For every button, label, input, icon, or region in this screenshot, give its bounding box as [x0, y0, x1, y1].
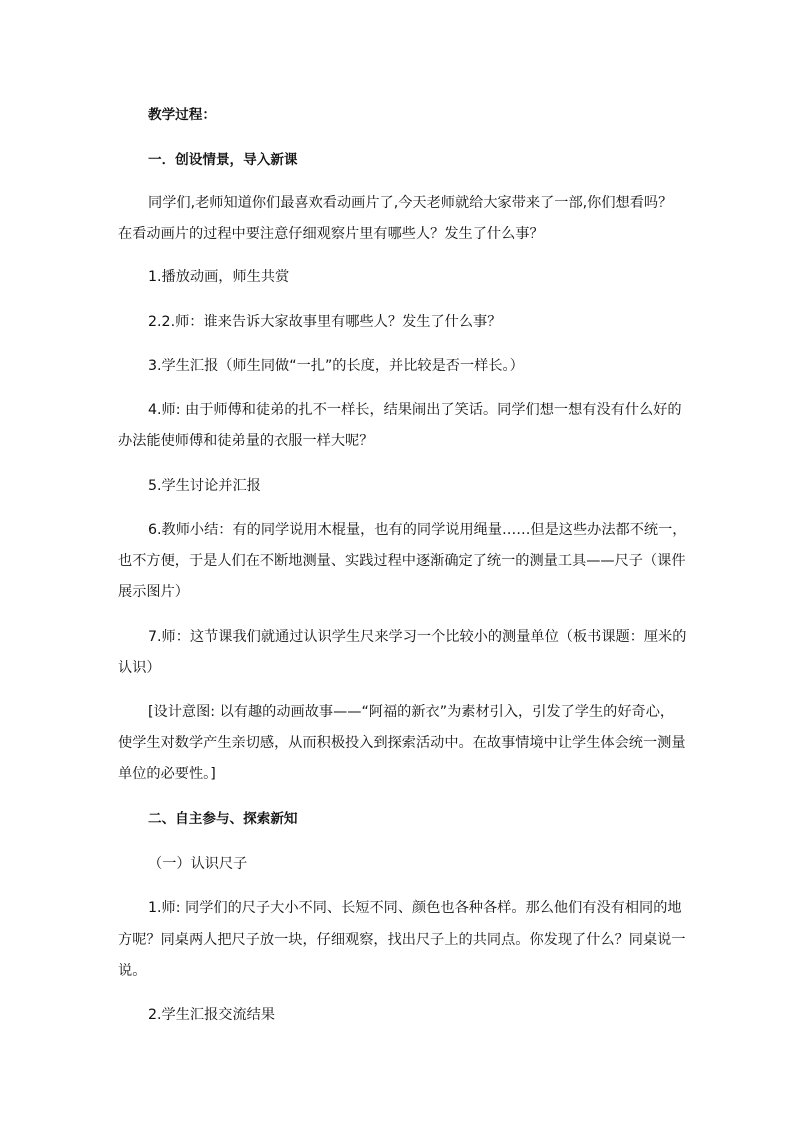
item-4-line-2: 办法能使师傅和徒弟量的衣服一样大呢？ [118, 433, 374, 449]
item-3: 3.学生汇报（师生同做“一扎”的长度，并比较是否一样长。） [148, 358, 524, 374]
section-2-item-1-line-2: 方呢？同桌两人把尺子放一块，仔细观察，找出尺子上的共同点。你发现了什么？同桌说一 [118, 932, 686, 948]
section-2-title: 二、自主参与、探索新知 [148, 811, 298, 827]
item-4-line-1: 4.师: 由于师傅和徒弟的扎不一样长，结果闹出了笑话。同学们想一想有没有什么好的 [148, 402, 682, 418]
section-2-item-1-line-3: 说。 [118, 963, 147, 979]
subsection-1-title: （一）认识尺子 [148, 856, 248, 872]
section-2-item-1-line-1: 1.师: 同学们的尺子大小不同、长短不同、颜色也各种各样。那么他们有没有相同的地 [148, 900, 682, 916]
design-intent-line-3: 单位的必要性。] [118, 766, 216, 782]
section-1-title: 一．创设情景，导入新课 [148, 152, 298, 168]
item-6-line-2: 也不方便，于是人们在不断地测量、实践过程中逐渐确定了统一的测量工具——尺子（课件 [118, 553, 686, 569]
intro-paragraph-line-1: 同学们,老师知道你们最喜欢看动画片了,今天老师就给大家带来了一部,你们想看吗？ [148, 195, 673, 211]
design-intent-line-2: 使学生对数学产生亲切感，从而积极投入到探索活动中。在故事情境中让学生体会统一测量 [118, 735, 686, 751]
item-7-line-2: 认识） [118, 660, 161, 676]
item-7-line-1: 7.师：这节课我们就通过认识学生尺来学习一个比较小的测量单位（板书课题：厘米的 [148, 629, 687, 645]
item-6-line-1: 6.教师小结：有的同学说用木棍量，也有的同学说用绳量……但是这些办法都不统一， [148, 522, 687, 538]
lesson-process-heading: 教学过程： [148, 107, 216, 123]
item-1: 1.播放动画，师生共赏 [148, 269, 290, 285]
item-5: 5.学生讨论并汇报 [148, 478, 261, 494]
section-2-item-2: 2.学生汇报交流结果 [148, 1007, 276, 1023]
item-2: 2.2.师：谁来告诉大家故事里有哪些人？发生了什么事？ [148, 314, 502, 330]
item-6-line-3: 展示图片） [118, 584, 189, 600]
design-intent-line-1: [设计意图: 以有趣的动画故事——“阿福的新衣”为素材引入，引发了学生的好奇心， [148, 704, 675, 720]
intro-paragraph-line-2: 在看动画片的过程中要注意仔细观察片里有哪些人？发生了什么事？ [118, 226, 544, 242]
